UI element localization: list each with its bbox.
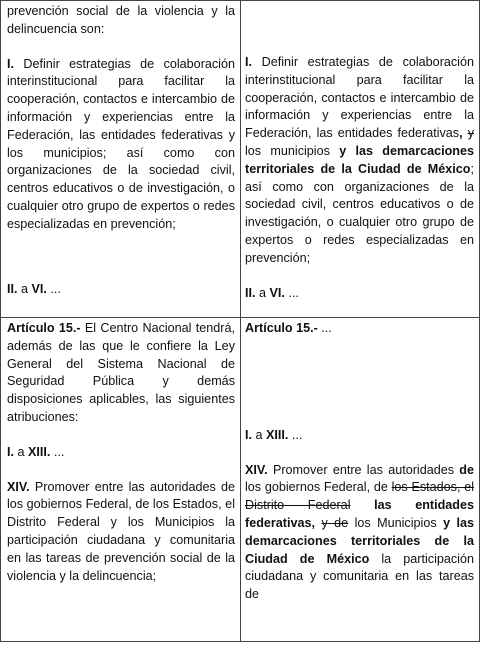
range-paragraph: I. a XIII. ... bbox=[7, 444, 65, 459]
article-label: Artículo 15.- bbox=[7, 321, 81, 335]
article-paragraph: Artículo 15.- El Centro Nacional tendrá, además de las que le confiere la Ley General del Sistema Nacional de Seguridad Pública y demás disposiciones aplicables, las siguientes atribuciones: bbox=[7, 321, 235, 424]
article-paragraph: Artículo 15.- ... bbox=[245, 321, 332, 335]
item-paragraph: XIV. Promover entre las autoridades de los gobiernos Federal, de los Estados, el Distrito Federal y los Municipios la participación ciudadana y comunitaria en las tareas de prevención social de la violencia y la delincuencia; bbox=[7, 479, 235, 583]
item-numeral: XIV. bbox=[7, 479, 30, 494]
range-paragraph: II. a VI. ... bbox=[7, 281, 61, 296]
added-text: y las demarcaciones territoriales de la Ciudad de México bbox=[245, 143, 474, 176]
added-text: , bbox=[459, 126, 463, 141]
item-text: Definir estrategias de colaboración interinstitucional para facilitar la cooperación, contactos e intercambio de información y experiencias entre la Federación, las entidades federativas y los municipios; así como con organizaciones de la sociedad civil, centros educativos o de investigación, o cualquier otro grupo de expertos o redes especializadas en prevención; bbox=[7, 56, 235, 231]
item-paragraph: XIV. Promover entre las autoridades de los gobiernos Federal, de los Estados, el Distrito Federal las entidades federativas, y de los Municipios y las demarcaciones territoriales de la Ciudad de México la participación ciudadana y comunitaria en las tareas de bbox=[245, 462, 475, 602]
added-text: las entidades federativas, bbox=[245, 498, 475, 530]
deleted-text: y bbox=[467, 126, 474, 141]
current-text-cell bbox=[1, 1, 241, 318]
item-numeral: XIV. bbox=[245, 462, 268, 477]
item-paragraph bbox=[7, 56, 235, 234]
range-paragraph: II. a VI. ... bbox=[245, 285, 299, 300]
intro-text: prevención social de la violencia y la delincuencia son: bbox=[7, 4, 235, 36]
table-row bbox=[1, 1, 480, 318]
article-label: Artículo 15.- bbox=[245, 321, 318, 335]
current-text-cell bbox=[1, 318, 241, 642]
deleted-text: y de bbox=[321, 515, 349, 530]
item-numeral: I. bbox=[245, 55, 252, 69]
item-paragraph: I. Definir estrategias de colaboración interinstitucional para facilitar la cooperación, contactos e intercambio de información y experiencias entre la Federación, las entidades federativas, y los municipios y las demarcaciones territoriales de la Ciudad de México; así como con organizaciones de la sociedad civil, centros educativos o de investigación, o cualquier otro grupo de expertos o redes especializadas en prevención; bbox=[245, 55, 474, 265]
reform-text-cell bbox=[241, 318, 480, 642]
reform-text-cell bbox=[241, 1, 480, 318]
deleted-text: los Estados, el Distrito Federal bbox=[245, 480, 475, 513]
intro-paragraph bbox=[7, 3, 235, 39]
table-row bbox=[1, 318, 480, 642]
range-paragraph: I. a XIII. ... bbox=[245, 427, 303, 442]
added-text: y las demarcaciones territoriales de la Ciudad de México bbox=[245, 515, 474, 566]
item-numeral: I. bbox=[7, 56, 14, 71]
added-text: de bbox=[459, 462, 474, 477]
